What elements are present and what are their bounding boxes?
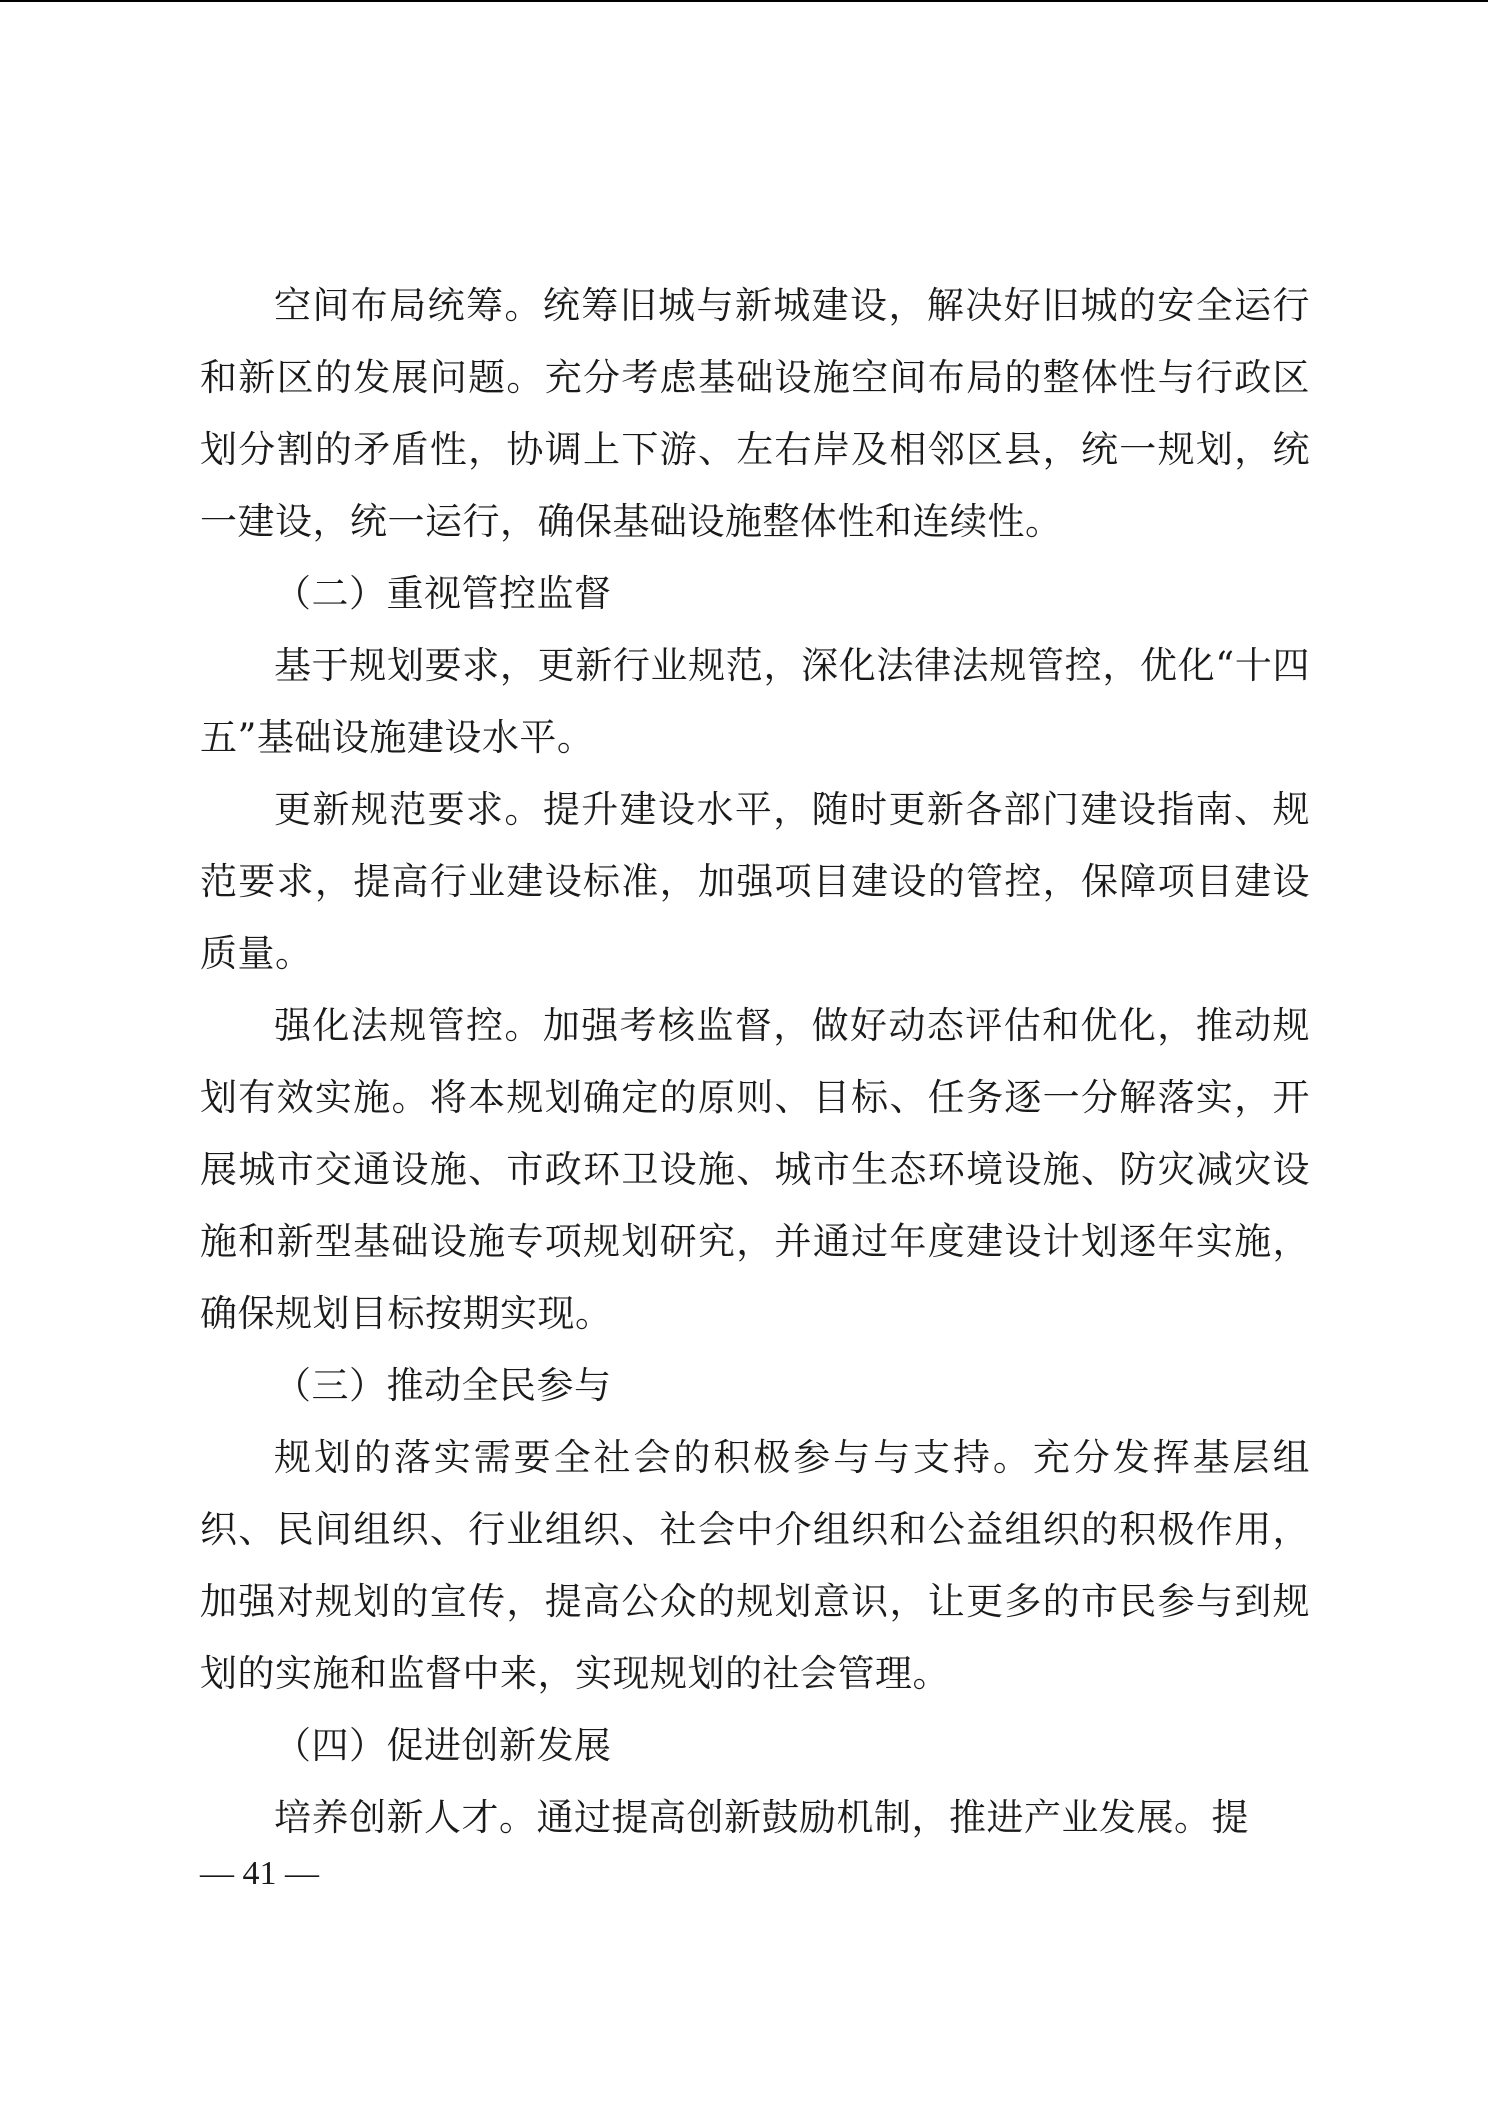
section-heading-3: （三）推动全民参与 (274, 1364, 612, 1407)
section-heading-4: （四）促进创新发展 (274, 1724, 612, 1767)
paragraph-legal-control: 强化法规管控。加强考核监督，做好动态评估和优化，推动规划有效实施。将本规划确定的原则、目标、任务逐一分解落实，开展城市交通设施、市政环卫设施、城市生态环境设施、防灾减灾设施和新型基础设施专项规划研究，并通过年度建设计划逐年实施，确保规划目标按期实现。 (200, 1004, 1310, 1335)
paragraph-innovation-talent: 培养创新人才。通过提高创新鼓励机制，推进产业发展。提 (274, 1796, 1249, 1839)
paragraph-spatial-layout: 空间布局统筹。统筹旧城与新城建设，解决好旧城的安全运行和新区的发展问题。充分考虑基础设施空间布局的整体性与行政区划分割的矛盾性，协调上下游、左右岸及相邻区县，统一规划，统一建设，统一运行，确保基础设施整体性和连续性。 (200, 284, 1310, 543)
document-body (200, 270, 1310, 1854)
section-heading-2: （二）重视管控监督 (274, 572, 612, 615)
paragraph-public-participation: 规划的落实需要全社会的积极参与与支持。充分发挥基层组织、民间组织、行业组织、社会中介组织和公益组织的积极作用，加强对规划的宣传，提高公众的规划意识，让更多的市民参与到规划的实施和监督中来，实现规划的社会管理。 (200, 1436, 1310, 1695)
paragraph-regulation-intro: 基于规划要求，更新行业规范，深化法律法规管控，优化“十四五”基础设施建设水平。 (200, 644, 1310, 759)
paragraph-update-standards: 更新规范要求。提升建设水平，随时更新各部门建设指南、规范要求，提高行业建设标准，加强项目建设的管控，保障项目建设质量。 (200, 788, 1310, 975)
top-border-line (0, 0, 1488, 2)
page-number: — 41 — (200, 1855, 319, 1892)
